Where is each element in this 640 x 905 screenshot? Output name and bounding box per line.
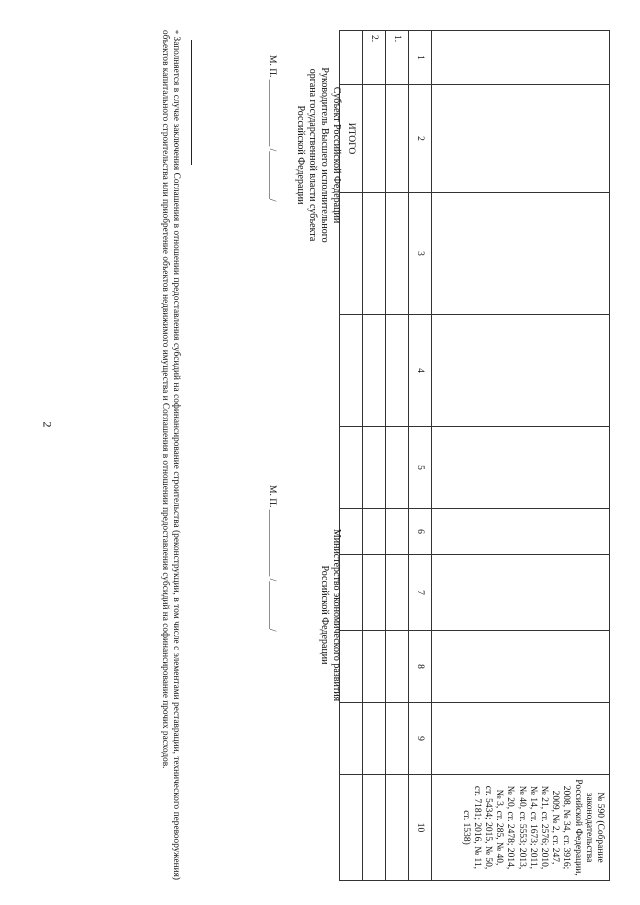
table-cell	[386, 509, 409, 555]
signature-line: Российской Федерации	[295, 105, 306, 205]
column-number-row	[409, 31, 432, 881]
signature-line: Субъект Российской Федерации	[331, 86, 342, 224]
footnote-marker: *	[171, 30, 180, 34]
table-row	[363, 31, 386, 881]
legal-ref-line: ст. 1538)	[460, 810, 471, 845]
table-cell	[340, 427, 363, 509]
head-cell-3	[432, 193, 610, 315]
head-cell-4	[432, 315, 610, 427]
table-cell	[386, 427, 409, 509]
row-number: 1.	[386, 31, 409, 85]
legal-ref-line: Российской Федерации,	[572, 779, 583, 876]
legal-ref-line: № 3, ст. 285, № 40,	[494, 789, 505, 866]
table-cell	[386, 315, 409, 427]
legal-ref-line: № 21, ст. 2576; 2010,	[538, 785, 549, 870]
head-cell-2	[432, 85, 610, 193]
table-cell	[363, 631, 386, 703]
stamp-signature-field-region: М. П. ______________ /__________/	[267, 55, 277, 202]
row-name	[386, 85, 409, 193]
table-cell	[386, 555, 409, 631]
footnote-divider	[191, 40, 192, 165]
table-cell	[340, 555, 363, 631]
table-cell	[340, 193, 363, 315]
column-number: 4	[409, 315, 432, 427]
signature-line: органа государственной власти субъекта	[307, 68, 318, 242]
head-cell-5	[432, 427, 610, 509]
column-number: 7	[409, 555, 432, 631]
legal-ref-line: № 590 (Собрание	[595, 792, 605, 863]
total-label: ИТОГО	[340, 85, 363, 193]
head-cell-7	[432, 555, 610, 631]
stamp-signature-field-ministry: М. П. ______________ /__________/	[267, 485, 277, 632]
legal-ref-line: 2009, № 2, ст. 247,	[550, 790, 561, 865]
column-number: 6	[409, 509, 432, 555]
table-cell	[386, 775, 409, 881]
signature-line: Министерство экономического развития	[331, 528, 342, 702]
subsidy-table	[339, 30, 610, 881]
legal-ref-line: ст. 5434; 2015, № 50,	[482, 785, 493, 870]
table-cell	[363, 193, 386, 315]
head-cell-9	[432, 703, 610, 775]
rotated-page-content	[20, 30, 610, 880]
table-cell	[340, 631, 363, 703]
legal-ref-line: № 14, ст. 1673; 2011,	[527, 785, 538, 870]
head-cell-8	[432, 631, 610, 703]
legal-ref-line: ст. 7181; 2016, № 11,	[471, 785, 482, 870]
legal-ref-line: законодательства	[583, 792, 594, 863]
legal-ref-line: 2008, № 34, ст. 3916;	[561, 785, 572, 870]
head-cell-10-legal-reference	[432, 775, 610, 881]
signature-block-region	[294, 55, 342, 255]
column-number: 3	[409, 193, 432, 315]
table-cell	[340, 315, 363, 427]
table-cell	[340, 703, 363, 775]
row-number: 2.	[363, 31, 386, 85]
column-number: 9	[409, 703, 432, 775]
column-number: 1	[409, 31, 432, 85]
table-header-row	[432, 31, 610, 881]
column-number: 8	[409, 631, 432, 703]
table-cell	[363, 775, 386, 881]
row-name	[363, 85, 386, 193]
legal-ref-line: № 20, ст. 2478; 2014,	[505, 785, 516, 870]
table-cell	[363, 315, 386, 427]
signature-line: Российской Федерации	[319, 565, 330, 665]
head-cell-6	[432, 509, 610, 555]
footnote-text: Заполняется в случае заключения Соглашения в отношении предоставления субсидий на софинансирование строительства (реконструкции, в том числе с элементами реставрации, технического перевооружения) объектов капитального строительства или приобретение объектов недвижимого имущества и Соглашения в отношении предоставления субсидий на софинансирование прочих расходов.	[160, 30, 181, 881]
row-number	[340, 31, 363, 85]
table-cell	[340, 509, 363, 555]
page-number: 2	[40, 421, 55, 428]
table-cell	[340, 775, 363, 881]
head-cell-1	[432, 31, 610, 85]
footnote	[159, 30, 181, 880]
legal-ref-line: № 40, ст. 5553; 2013,	[516, 785, 527, 870]
table-cell	[363, 509, 386, 555]
total-row	[340, 31, 363, 881]
table-cell	[386, 703, 409, 775]
table-cell	[386, 631, 409, 703]
signature-line: Руководитель Высшего исполнительного	[319, 67, 330, 243]
column-number: 5	[409, 427, 432, 509]
table-cell	[363, 427, 386, 509]
table-cell	[386, 193, 409, 315]
column-number: 10	[409, 775, 432, 881]
signature-block-ministry	[318, 485, 342, 745]
column-number: 2	[409, 85, 432, 193]
table-row	[386, 31, 409, 881]
table-cell	[363, 555, 386, 631]
table-cell	[363, 703, 386, 775]
